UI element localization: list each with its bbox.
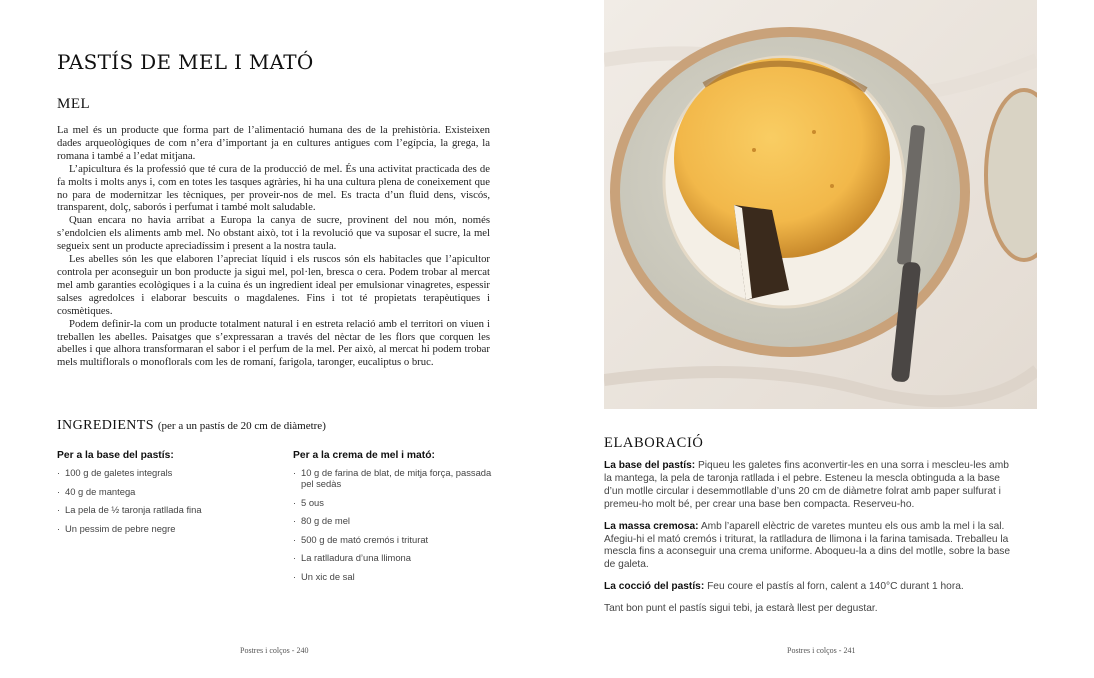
list-item: · La pela de ½ taronja ratllada fina xyxy=(57,504,267,515)
intro-paragraph: Quan encara no havia arribat a Europa la canya de sucre, provinent del nou món, només s’endolcien els aliments amb mel. No obstant això, tot i la revolució que va suposar el sucre, la mel segueix sent un producte apreciadíssim i present a la nostra taula. xyxy=(57,214,490,253)
cheesecake-photo xyxy=(604,0,1037,409)
list-item: · Un pessim de pebre negre xyxy=(57,523,267,534)
recipe-title: PASTÍS DE MEL I MATÓ xyxy=(57,50,314,74)
cream-heading: Per a la crema de mel i mató: xyxy=(293,450,435,461)
step-text: Tant bon punt el pastís sigui tebi, ja estarà llest per degustar. xyxy=(604,603,878,615)
step-paragraph xyxy=(604,603,1019,616)
intro-paragraph: Podem definir-la com un producte totalment natural i en estreta relació amb el territori on viuen i treballen les abelles. Paisatges que s’expressaran a través del nèctar de les flors que corquen les abelles i que alhora transformaran el sabor i el perfum de la mel. Per això, al mercat hi podem trobar mels multiflorals o monoflorals com les de romaní, farigola, taronger, eucaliptus o bruc. xyxy=(57,317,490,369)
mel-heading: MEL xyxy=(57,96,91,112)
list-item: · 5 ous xyxy=(293,497,493,508)
step-text: Piqueu les galetes fins aconvertir-les en una sorra i mescleu-les amb la mantega, la pela de taronja ratllada i el pebre. Esteneu la mescla obtinguda a la base d’un motlle circular i desemmotllable d’uns 20 cm de diàmetre folrat amb paper sulfurat i premeu-ho molt bé, per crear una base ben compacta. Reserveu-ho. xyxy=(604,460,1009,510)
step-label: La massa cremosa: xyxy=(604,520,699,532)
page-footer-right: Postres i colços - 241 xyxy=(787,646,856,655)
right-page xyxy=(547,0,1094,678)
base-ingredients xyxy=(57,450,267,541)
list-item: · 10 g de farina de blat, de mitja força, passada pel sedàs xyxy=(293,467,493,489)
step-paragraph xyxy=(604,521,1019,573)
step-paragraph xyxy=(604,581,1019,594)
intro-paragraph: Les abelles són les que elaboren l’apreciat líquid i els ruscos són els habitacles que l’apicultor controla per aconseguir un bon producte ja sigui mel, pol·len, bresca o cera. Podem trobar al mercat mel amb garanties ecològiques i a la cuina és un ingredient ideal per emulsionar vinagretes, espessir salses agredolces i elaborar bescuits o magdalenes. Fins i tot té propietats terapèutiques i cosmètiques. xyxy=(57,253,490,317)
intro-text xyxy=(57,124,490,369)
step-label: La base del pastís: xyxy=(604,460,696,471)
step-paragraph xyxy=(604,460,1019,512)
base-heading: Per a la base del pastís: xyxy=(57,450,174,461)
step-text: Feu coure el pastís al forn, calent a 140°C durant 1 hora. xyxy=(707,581,964,593)
cream-list xyxy=(293,467,493,582)
ingredients-note: (per a un pastís de 20 cm de diàmetre) xyxy=(157,420,326,432)
list-item: · Un xic de sal xyxy=(293,571,493,582)
step-text: Amb l’aparell elèctric de varetes munteu els ous amb la mel i la sal. Afegiu-hi el mató cremós i triturat, la ratlladura de llimona i la farina tamisada. Treballeu la mescla fins a aconseguir una crema uniforme. Aboqueu-la a dins del motlle, sobre la base de galeta. xyxy=(604,520,1011,571)
ingredients-title: INGREDIENTS xyxy=(57,418,154,433)
page-footer-left: Postres i colços - 240 xyxy=(240,646,309,655)
list-item: · La ratlladura d’una llimona xyxy=(293,552,493,563)
base-list xyxy=(57,467,267,534)
step-label: La cocció del pastís: xyxy=(604,581,705,593)
list-item: · 500 g de mató cremós i triturat xyxy=(293,534,493,545)
list-item: · 40 g de mantega xyxy=(57,486,267,497)
cheesecake-illustration xyxy=(604,0,1037,409)
intro-paragraph: L’apicultura és la professió que té cura de la producció de mel. És una activitat practicada des de fa molts i molts anys i, com en totes les tasques agràries, hi ha una cultura plena de coneixement que no para de modernitzar les tècniques, per proveir-nos de mel. Es tracta d’un fluid dens, viscós, transparent, dolç, saborós i perfumat i també molt saludable. xyxy=(57,162,490,214)
elaboration-steps xyxy=(604,460,1019,625)
cream-ingredients xyxy=(293,450,493,589)
list-item: · 100 g de galetes integrals xyxy=(57,467,267,478)
intro-paragraph: La mel és un producte que forma part de l’alimentació humana des de la prehistòria. Existeixen dades arqueològiques de com n’era d’important ja en cultures antigues com l’egípcia, la grega, la romana i també a l’edat mitjana. xyxy=(57,124,490,162)
list-item: · 80 g de mel xyxy=(293,515,493,526)
ingredients-heading xyxy=(57,418,326,434)
elaboracio-heading: ELABORACIÓ xyxy=(604,435,704,451)
